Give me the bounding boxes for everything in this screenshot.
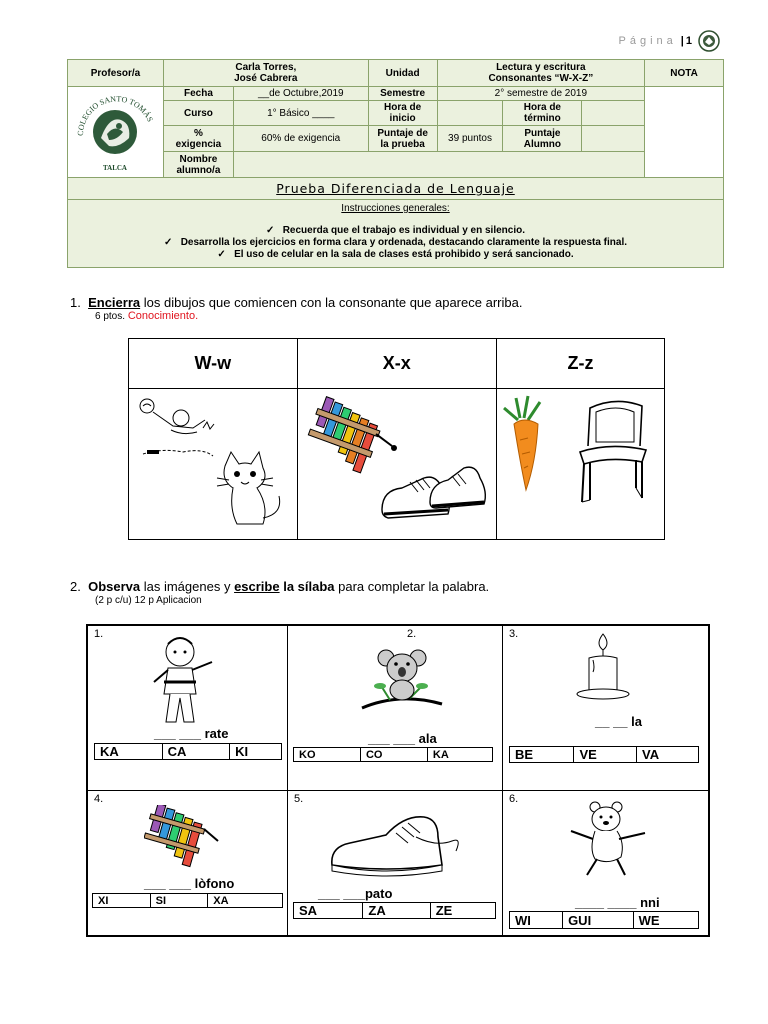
word-blank: ___ ___ lòfono: [144, 876, 235, 891]
instructions-heading: Instrucciones generales:: [341, 203, 450, 214]
karate-kid-icon[interactable]: [150, 632, 220, 728]
option[interactable]: VE: [574, 747, 637, 763]
item-2-cell: [287, 625, 503, 791]
column-header-x: X-x: [297, 339, 496, 389]
question-2-prompt: 2. Observa las imágenes y escribe la sílaba para completar la palabra.: [70, 579, 490, 594]
syllable-options: [293, 747, 493, 762]
option[interactable]: KA: [95, 744, 163, 760]
nombre-label: Nombre alumno/a: [163, 152, 233, 178]
water-polo-and-cat-icon[interactable]: [133, 392, 293, 532]
item-number: 1.: [94, 628, 104, 640]
word-blank: ___ ___ rate: [154, 726, 229, 741]
page-indicator: [619, 30, 720, 52]
school-logo: [68, 87, 164, 178]
option[interactable]: XI: [93, 894, 151, 908]
svg-text:TALCA: TALCA: [103, 163, 128, 172]
unidad-label: Unidad: [368, 60, 437, 87]
item-number: 3.: [509, 628, 519, 640]
x-pictures-cell: [297, 389, 496, 540]
check-icon: ✓: [217, 249, 235, 260]
nota-box[interactable]: [645, 87, 724, 178]
syllable-options: [509, 911, 699, 929]
item-number: 6.: [509, 793, 519, 805]
q1-skill: Conocimiento.: [127, 310, 199, 322]
exam-header-table: [67, 59, 724, 268]
curso-value: 1° Básico ____: [233, 101, 368, 126]
option[interactable]: CO: [360, 748, 427, 762]
word-blank: ____ ____ nni: [575, 895, 660, 910]
candle-icon[interactable]: [573, 632, 633, 702]
puntaje-prueba-value: 39 puntos: [437, 126, 503, 152]
word-blank: ___ ___ ala: [368, 731, 437, 746]
item-number: 2.: [407, 628, 417, 640]
syllable-options: [92, 893, 283, 908]
option[interactable]: SA: [294, 903, 363, 919]
xylophone-and-shoes-icon[interactable]: [302, 392, 492, 532]
syllable-options: [94, 743, 282, 760]
column-header-z: Z-z: [497, 339, 665, 389]
semestre-value: 2° semestre de 2019: [437, 87, 645, 101]
consonant-pictures-table: [128, 338, 665, 540]
item-number: 4.: [94, 793, 104, 805]
question-1-points: 6 ptos. Conocimiento.: [95, 310, 199, 322]
option[interactable]: XA: [208, 894, 283, 908]
shoe-icon[interactable]: [326, 807, 466, 881]
hora-inicio-box[interactable]: [437, 101, 503, 126]
item-1-cell: [87, 625, 288, 791]
syllable-options: [293, 902, 496, 919]
word-blank: ___ ___pato: [318, 886, 393, 901]
nombre-field[interactable]: [233, 152, 644, 178]
school-crest-icon: [69, 88, 161, 174]
check-icon: ✓: [265, 225, 283, 236]
option[interactable]: GUI: [563, 912, 634, 929]
exam-title: Prueba Diferenciada de Lenguaje: [68, 178, 724, 200]
hora-termino-label: Hora de término: [503, 101, 582, 126]
option[interactable]: WE: [633, 912, 698, 929]
instruction-item: ✓ Desarrolla los ejercicios en forma clara y ordenada, destacando claramente la respuesta final.: [163, 237, 628, 248]
item-6-cell: [502, 790, 709, 936]
option[interactable]: VA: [637, 747, 699, 763]
question-2-points: (2 p c/u) 12 p Aplicacion: [95, 595, 202, 606]
fecha-label: Fecha: [163, 87, 233, 101]
question-1-prompt: 1. Encierra los dibujos que comiencen con la consonante que aparece arriba.: [70, 295, 523, 310]
item-number: 5.: [294, 793, 304, 805]
puntaje-alumno-box[interactable]: [582, 126, 645, 152]
option[interactable]: KO: [294, 748, 361, 762]
option[interactable]: WI: [510, 912, 563, 929]
carrot-and-chair-icon[interactable]: [498, 392, 663, 532]
puntaje-alumno-label: Puntaje Alumno: [503, 126, 582, 152]
option[interactable]: SI: [150, 894, 208, 908]
q1-verb: Encierra: [88, 295, 141, 310]
option[interactable]: ZE: [430, 903, 495, 919]
nota-label: NOTA: [645, 60, 724, 87]
hora-termino-box[interactable]: [582, 101, 645, 126]
exigencia-value: 60% de exigencia: [233, 126, 368, 152]
instruction-item: ✓ El uso de celular en la sala de clases está prohibido y será sancionado.: [217, 249, 574, 260]
option[interactable]: KA: [427, 748, 492, 762]
instruction-item: ✓ Recuerda que el trabajo es individual y en silencio.: [265, 225, 526, 236]
page-label: Página: [618, 35, 677, 47]
exigencia-label: % exigencia: [163, 126, 233, 152]
profesora-value: Carla Torres, José Cabrera: [163, 60, 368, 87]
instructions-block: [68, 200, 724, 268]
profesora-label: Profesor/a: [68, 60, 164, 87]
word-blank: __ __ la: [595, 714, 642, 729]
item-3-cell: [502, 625, 709, 791]
koala-icon[interactable]: [360, 644, 444, 718]
puntaje-prueba-label: Puntaje de la prueba: [368, 126, 437, 152]
column-header-w: W-w: [129, 339, 298, 389]
option[interactable]: CA: [162, 744, 230, 760]
page-number: 1: [685, 35, 692, 47]
option[interactable]: BE: [510, 747, 574, 763]
winnie-pooh-icon[interactable]: [565, 799, 651, 879]
curso-label: Curso: [163, 101, 233, 126]
hora-inicio-label: Hora de inicio: [368, 101, 437, 126]
school-seal-icon: [698, 30, 720, 52]
syllable-exercise-grid: [86, 624, 710, 937]
syllable-options: [509, 746, 699, 763]
item-4-cell: [87, 790, 288, 936]
semestre-label: Semestre: [368, 87, 437, 101]
option[interactable]: ZA: [363, 903, 430, 919]
option[interactable]: KI: [230, 744, 282, 760]
unidad-value: Lectura y escritura Consonantes “W-X-Z”: [437, 60, 645, 87]
svg-text:COLEGIO SANTO TOMÁS: COLEGIO SANTO TOMÁS: [76, 93, 156, 136]
check-icon: ✓: [163, 237, 181, 248]
w-pictures-cell: [129, 389, 298, 540]
page-separator: |: [680, 35, 684, 47]
z-pictures-cell: [497, 389, 665, 540]
item-5-cell: [287, 790, 503, 936]
xylophone-icon[interactable]: [144, 805, 224, 869]
fecha-value: __de Octubre,2019: [233, 87, 368, 101]
